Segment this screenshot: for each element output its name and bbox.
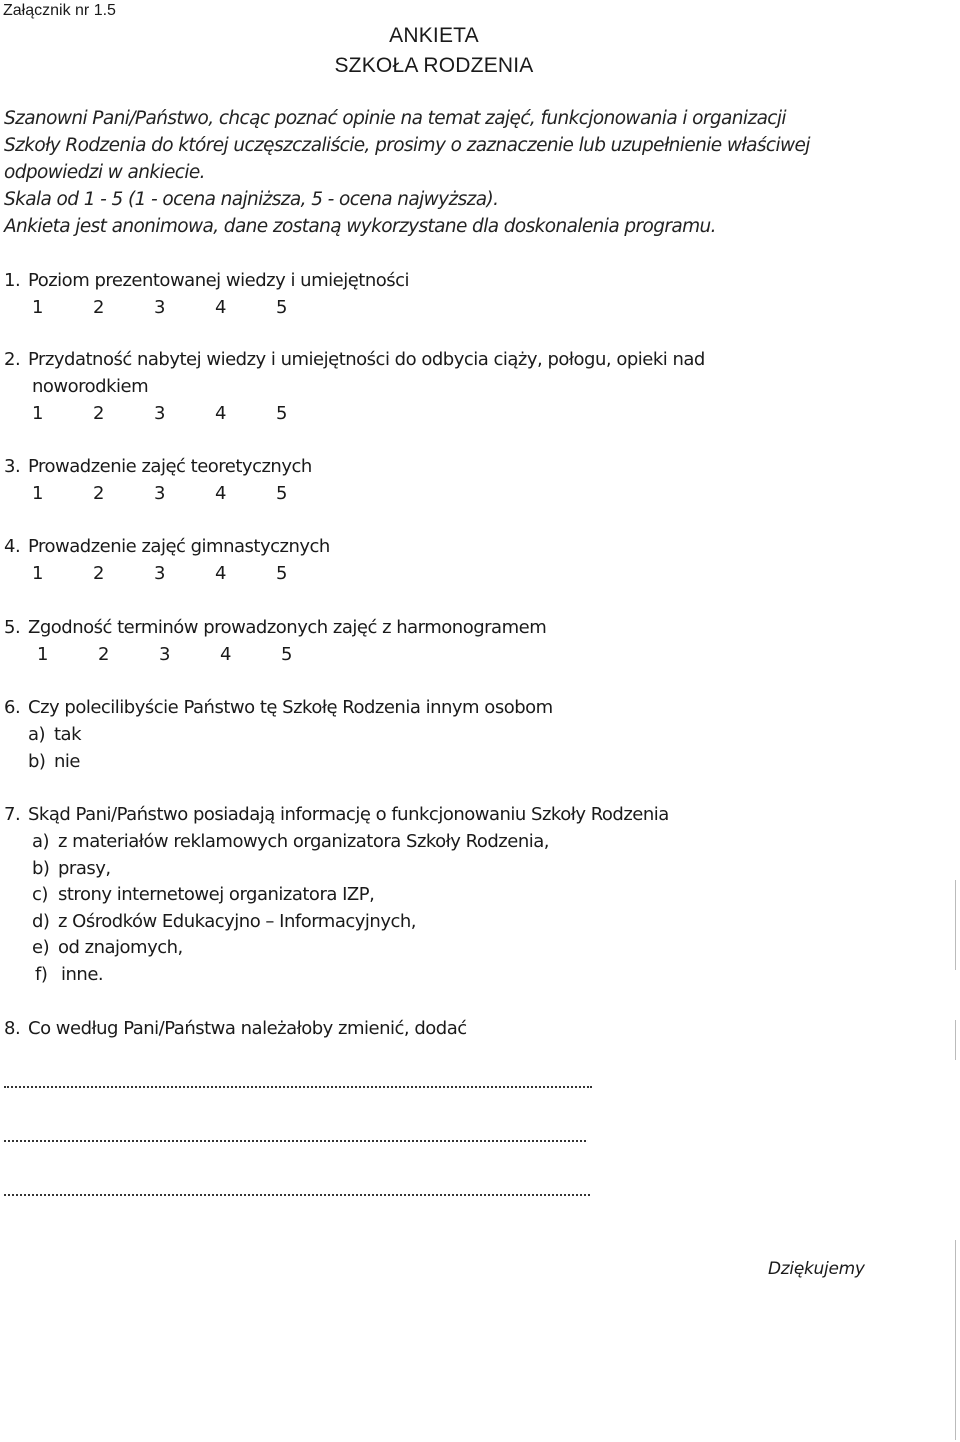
rating-scale-4	[32, 563, 337, 584]
question-3	[4, 456, 312, 477]
question-2	[4, 349, 705, 370]
option-label: c)	[32, 884, 48, 905]
question-5	[4, 617, 546, 638]
answer-option[interactable]	[35, 964, 103, 985]
question-text: Przydatność nabytej wiedzy i umiejętności do odbycia ciąży, połogu, opieki nad	[28, 349, 705, 370]
rating-option[interactable]: 1	[37, 644, 49, 665]
intro-line: Szanowni Pani/Państwo, chcąc poznać opinie na temat zajęć, funkcjonowania i organizacji	[4, 108, 786, 129]
intro-anonymity-note: Ankieta jest anonimowa, dane zostaną wykorzystane dla doskonalenia programu.	[4, 216, 716, 237]
rating-option[interactable]: 3	[154, 563, 166, 584]
scan-edge-mark	[955, 880, 956, 970]
rating-option[interactable]: 5	[276, 403, 288, 424]
option-text: z Ośrodków Edukacyjno – Informacyjnych,	[58, 911, 417, 932]
question-4	[4, 536, 330, 557]
question-text: Skąd Pani/Państwo posiadają informację o funkcjonowaniu Szkoły Rodzenia	[28, 804, 669, 825]
rating-option[interactable]: 4	[220, 644, 232, 665]
question-text: Prowadzenie zajęć teoretycznych	[28, 456, 312, 477]
intro-scale-note: Skala od 1 - 5 (1 - ocena najniższa, 5 - ocena najwyższa).	[4, 189, 499, 210]
question-text: Poziom prezentowanej wiedzy i umiejętności	[28, 270, 410, 291]
rating-option[interactable]: 5	[276, 563, 288, 584]
option-text: z materiałów reklamowych organizatora Szkoły Rodzenia,	[58, 831, 549, 852]
option-text: inne.	[61, 964, 104, 985]
rating-option[interactable]: 2	[93, 483, 105, 504]
question-8	[4, 1018, 467, 1039]
answer-option[interactable]	[28, 751, 80, 772]
answer-option[interactable]	[32, 858, 111, 879]
rating-option[interactable]: 3	[154, 297, 166, 318]
rating-option[interactable]: 4	[215, 483, 227, 504]
question-text: Prowadzenie zajęć gimnastycznych	[28, 536, 330, 557]
question-number: 8.	[4, 1018, 21, 1039]
question-number: 7.	[4, 804, 21, 825]
rating-option[interactable]: 1	[32, 403, 44, 424]
answer-option[interactable]	[28, 724, 81, 745]
document-title: ANKIETA	[389, 24, 479, 47]
rating-option[interactable]: 5	[276, 483, 288, 504]
answer-option[interactable]	[32, 937, 183, 958]
option-label: a)	[28, 724, 46, 745]
question-number: 5.	[4, 617, 21, 638]
rating-option[interactable]: 1	[32, 297, 44, 318]
rating-option[interactable]: 3	[154, 403, 166, 424]
question-1	[4, 270, 409, 291]
question-text: Zgodność terminów prowadzonych zajęć z harmonogramem	[28, 617, 547, 638]
option-label: b)	[32, 858, 50, 879]
thank-you-note: Dziękujemy	[768, 1259, 865, 1279]
option-label: e)	[32, 937, 50, 958]
answer-line[interactable]	[4, 1192, 590, 1196]
question-text: Czy polecilibyście Państwo tę Szkołę Rodzenia innym osobom	[28, 697, 553, 718]
option-text: strony internetowej organizatora IZP,	[58, 884, 375, 905]
rating-option[interactable]: 4	[215, 297, 227, 318]
question-number: 4.	[4, 536, 21, 557]
option-text: prasy,	[58, 858, 111, 879]
answer-option[interactable]	[32, 911, 416, 932]
answer-line[interactable]	[4, 1084, 592, 1088]
scan-edge-mark	[955, 1240, 956, 1440]
rating-option[interactable]: 1	[32, 483, 44, 504]
option-text: od znajomych,	[58, 937, 183, 958]
question-text-continued: noworodkiem	[32, 376, 149, 397]
rating-scale-2	[32, 403, 337, 424]
scan-edge-mark	[955, 1020, 956, 1060]
rating-option[interactable]: 2	[93, 297, 105, 318]
rating-option[interactable]: 5	[281, 644, 293, 665]
rating-option[interactable]: 4	[215, 563, 227, 584]
option-label: a)	[32, 831, 50, 852]
rating-option[interactable]: 4	[215, 403, 227, 424]
document-subtitle: SZKOŁA RODZENIA	[334, 54, 534, 77]
rating-scale-1	[32, 297, 337, 318]
question-number: 2.	[4, 349, 21, 370]
rating-option[interactable]: 2	[93, 403, 105, 424]
annex-label: Załącznik nr 1.5	[3, 2, 116, 19]
question-number: 1.	[4, 270, 21, 291]
option-text: nie	[54, 751, 80, 772]
question-7	[4, 804, 669, 825]
intro-line: odpowiedzi w ankiecie.	[4, 162, 205, 183]
option-label: b)	[28, 751, 46, 772]
question-6	[4, 697, 553, 718]
intro-line: Szkoły Rodzenia do której uczęszczaliście, prosimy o zaznaczenie lub uzupełnienie właściwej	[4, 135, 810, 156]
option-label: d)	[32, 911, 50, 932]
rating-option[interactable]: 3	[159, 644, 171, 665]
rating-option[interactable]: 5	[276, 297, 288, 318]
rating-scale-5	[37, 644, 342, 665]
question-number: 3.	[4, 456, 21, 477]
question-text: Co według Pani/Państwa należałoby zmienić, dodać	[28, 1018, 467, 1039]
rating-option[interactable]: 2	[93, 563, 105, 584]
rating-option[interactable]: 2	[98, 644, 110, 665]
rating-option[interactable]: 3	[154, 483, 166, 504]
rating-scale-3	[32, 483, 337, 504]
answer-line[interactable]	[4, 1138, 586, 1142]
rating-option[interactable]: 1	[32, 563, 44, 584]
answer-option[interactable]	[32, 831, 549, 852]
option-label: f)	[35, 964, 48, 985]
option-text: tak	[54, 724, 82, 745]
answer-option[interactable]	[32, 884, 374, 905]
question-number: 6.	[4, 697, 21, 718]
